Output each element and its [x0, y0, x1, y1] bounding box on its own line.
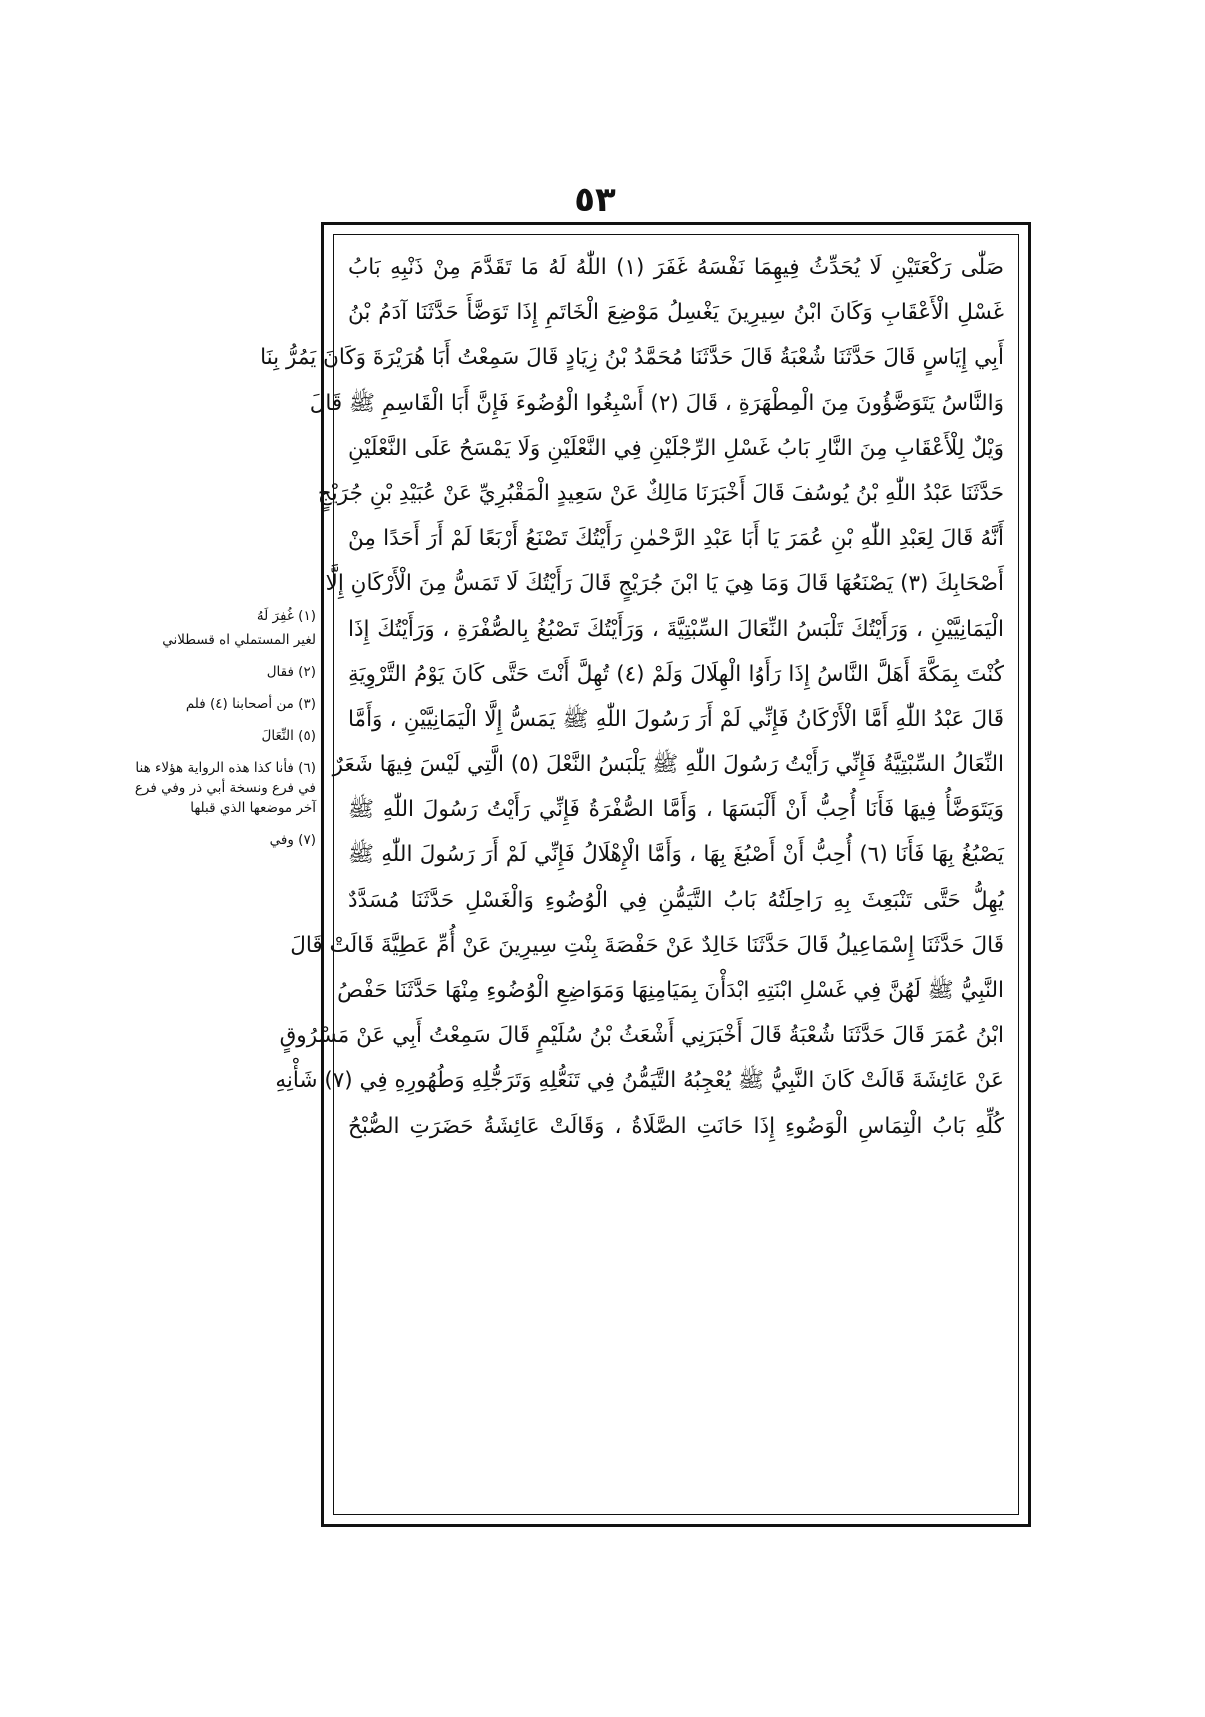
text-line: غَسْلِ الْأَعْقَابِ وَكَانَ ابْنُ سِيرِينَ يَغْسِلُ مَوْضِعَ الْخَاتَمِ إِذَا تَوَضَّأَ حَدَّثَنَا آدَمُ بْنُ [348, 300, 1004, 326]
text-line: وَالنَّاسُ يَتَوَضَّؤُونَ مِنَ الْمِطْهَرَةِ ، قَالَ (٢) أَسْبِغُوا الْوُضُوءَ فَإِنَّ أَبَا الْقَاسِمِ ﷺ قَالَ [309, 390, 1004, 416]
text-line: النَّبِيُّ ﷺ لَهُنَّ فِي غَسْلِ ابْنَتِهِ ابْدَأْنَ بِمَيَامِنِهَا وَمَوَاضِعِ الْوُضُوءِ مِنْهَا حَدَّثَنَا حَفْصُ [337, 978, 1004, 1003]
page-number: ٥٣ [574, 180, 616, 220]
footnote-1: (١) غُفِرَ لَهُ [256, 608, 316, 624]
text-line: حَدَّثَنَا عَبْدُ اللّٰهِ بْنُ يُوسُفَ قَالَ أَخْبَرَنَا مَالِكٌ عَنْ سَعِيدٍ الْمَقْبُرِيِّ عَنْ عُبَيْدِ بْنِ جُرَيْجٍ [317, 480, 1004, 506]
text-line: الْيَمَانِيَّيْنِ ، وَرَأَيْتُكَ تَلْبَسُ النِّعَالَ السِّبْتِيَّةَ ، وَرَأَيْتُكَ تَصْبُغُ بِالصُّفْرَةِ ، وَرَأَيْتُكَ إِذَا [348, 616, 1004, 642]
text-line [348, 1149, 1004, 1194]
footnote-3-4: (٣) من أصحابنا (٤) فلم [185, 696, 316, 712]
text-line: كُلِّهِ بَابُ الْتِمَاسِ الْوَضُوءِ إِذَا حَانَتِ الصَّلَاةُ ، وَقَالَتْ عَائِشَةُ حَضَرَتِ الصُّبْحُ [348, 1113, 1004, 1139]
text-line: يَصْبُغُ بِهَا فَأَنَا (٦) أُحِبُّ أَنْ أَصْبُغَ بِهَا ، وَأَمَّا الْإِهْلَالُ فَإِنِّي لَمْ أَرَ رَسُولَ اللّٰهِ ﷺ [348, 842, 1004, 868]
text-line: ابْنُ عُمَرَ قَالَ حَدَّثَنَا شُعْبَةُ قَالَ أَخْبَرَنِي أَشْعَثُ بْنُ سُلَيْمٍ قَالَ سَمِعْتُ أَبِي عَنْ مَسْرُوقٍ [279, 1023, 1004, 1049]
text-line: أَبِي إِيَاسٍ قَالَ حَدَّثَنَا شُعْبَةُ قَالَ حَدَّثَنَا مُحَمَّدُ بْنُ زِيَادٍ قَالَ سَمِعْتُ أَبَا هُرَيْرَةَ وَكَانَ يَمُرُّ بِنَا [260, 345, 1004, 371]
footnote-7: (٧) وفي [269, 832, 316, 848]
text-line: قَالَ حَدَّثَنَا إِسْمَاعِيلُ قَالَ حَدَّثَنَا خَالِدٌ عَنْ حَفْصَةَ بِنْتِ سِيرِينَ عَنْ أُمِّ عَطِيَّةَ قَالَتْ قَالَ [290, 932, 1004, 958]
footnote-6: (٦) فأنا كذا هذه الرواية هؤلاء هنا في فرع ونسخة أبي ذر وفي فرع آخر موضعها الذي قبلها [134, 760, 316, 816]
text-line: وَيَتَوَضَّأُ فِيهَا فَأَنَا أُحِبُّ أَنْ أَلْبَسَهَا ، وَأَمَّا الصُّفْرَةُ فَإِنِّي رَأَيْتُ رَسُولَ اللّٰهِ ﷺ [348, 797, 1004, 823]
footnote-2: (٢) فقال [266, 664, 316, 680]
text-line: وَيْلٌ لِلْأَعْقَابِ مِنَ النَّارِ بَابُ غَسْلِ الرِّجْلَيْنِ فِي النَّعْلَيْنِ وَلَا يَمْسَحُ عَلَى النَّعْلَيْنِ [348, 435, 1004, 461]
text-line: صَلّٰى رَكْعَتَيْنِ لَا يُحَدِّثُ فِيهِمَا نَفْسَهُ غَفَرَ (١) اللّٰهُ لَهُ مَا تَقَدَّمَ مِنْ ذَنْبِهِ بَابُ [348, 255, 1004, 280]
footnotes-margin [118, 606, 316, 862]
footnote-5: (٥) النِّعَالَ [261, 728, 316, 744]
footnote-1-note: لغير المستملي اه قسطلاني [162, 632, 316, 648]
text-line: عَنْ عَائِشَةَ قَالَتْ كَانَ النَّبِيُّ ﷺ يُعْجِبُهُ التَّيَمُّنُ فِي تَنَعُّلِهِ وَتَرَجُّلِهِ وَطُهُورِهِ فِي (٧) شَأْنِهِ [275, 1068, 1004, 1094]
text-line: النِّعَالُ السِّبْتِيَّةُ فَإِنِّي رَأَيْتُ رَسُولَ اللّٰهِ ﷺ يَلْبَسُ النَّعْلَ (٥) الَّتِي لَيْسَ فِيهَا شَعَرٌ [332, 752, 1004, 778]
text-line: أَنَّهُ قَالَ لِعَبْدِ اللّٰهِ بْنِ عُمَرَ يَا أَبَا عَبْدِ الرَّحْمٰنِ رَأَيْتُكَ تَصْنَعُ أَرْبَعًا لَمْ أَرَ أَحَدًا مِنْ [348, 526, 1004, 552]
text-line: كُنْتَ بِمَكَّةَ أَهَلَّ النَّاسُ إِذَا رَأَوُا الْهِلَالَ وَلَمْ (٤) تُهِلَّ أَنْتَ حَتَّى كَانَ يَوْمُ التَّرْوِيَةِ [348, 661, 1004, 687]
text-line: قَالَ عَبْدُ اللّٰهِ أَمَّا الْأَرْكَانُ فَإِنِّي لَمْ أَرَ رَسُولَ اللّٰهِ ﷺ يَمَسُّ إِلَّا الْيَمَانِيَّيْنِ ، وَأَمَّا [348, 706, 1004, 732]
text-line: أَصْحَابِكَ (٣) يَصْنَعُهَا قَالَ وَمَا هِيَ يَا ابْنَ جُرَيْجٍ قَالَ رَأَيْتُكَ لَا تَمَسُّ مِنَ الْأَرْكَانِ إِلَّا [325, 571, 1004, 597]
text-line: يُهِلُّ حَتَّى تَنْبَعِثَ بِهِ رَاحِلَتُهُ بَابُ التَّيَمُّنِ فِي الْوُضُوءِ وَالْغَسْلِ حَدَّثَنَا مُسَدَّدٌ [348, 887, 1004, 913]
